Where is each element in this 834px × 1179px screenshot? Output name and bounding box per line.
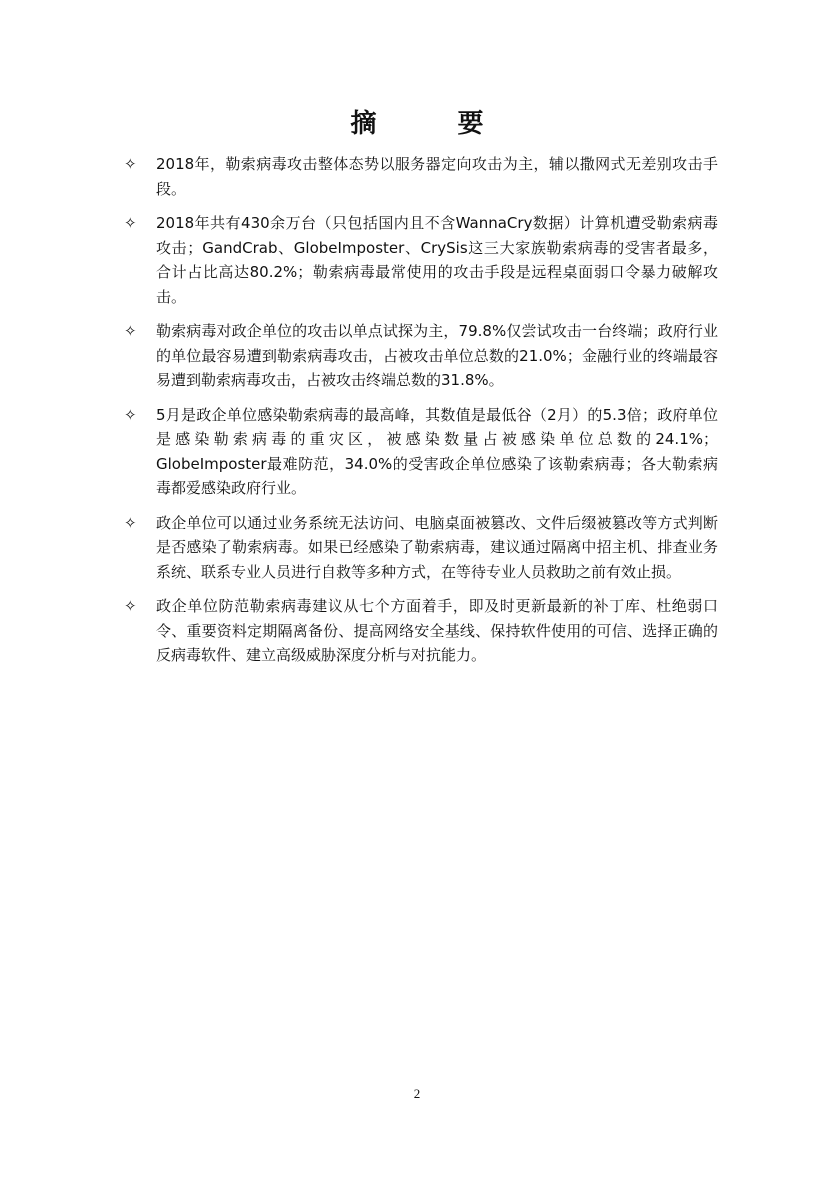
list-item [118, 319, 718, 393]
diamond-bullet-icon: ✧ [124, 597, 137, 615]
list-item [118, 511, 718, 585]
diamond-bullet-icon: ✧ [124, 405, 137, 424]
diamond-bullet-icon: ✧ [124, 155, 137, 173]
list-item-text: 2018年，勒索病毒攻击整体态势以服务器定向攻击为主，辅以撒网式无差别攻击手段。 [156, 155, 718, 198]
list-item-text: 勒索病毒对政企单位的攻击以单点试探为主，79.8%仅尝试攻击一台终端；政府行业的单位最容易遭到勒索病毒攻击，占被攻击单位总数的21.0%；金融行业的终端最容易遭到勒索病毒攻击，占被攻击终端总数的31.8%。 [156, 322, 718, 389]
list-item-text: 5月是政企单位感染勒索病毒的最高峰，其数值是最低谷（2月）的5.3倍；政府单位是感染勒索病毒的重灾区，被感染数量占被感染单位总数的24.1%；GlobeImposter最难防范，34.0%的受害政企单位感染了该勒索病毒；各大勒索病毒都爱感染政府行业。 [156, 405, 718, 497]
page-title: 摘 要 [350, 109, 520, 139]
list-item [118, 403, 718, 501]
list-item-text: 政企单位防范勒索病毒建议从七个方面着手，即及时更新最新的补丁库、杜绝弱口令、重要资料定期隔离备份、提高网络安全基线、保持软件使用的可信、选择正确的反病毒软件、建立高级威胁深度分析与对抗能力。 [156, 597, 718, 664]
diamond-bullet-icon: ✧ [124, 513, 137, 532]
list-item [118, 152, 718, 201]
list-item [118, 594, 718, 668]
diamond-bullet-icon: ✧ [124, 214, 137, 232]
list-item-text: 政企单位可以通过业务系统无法访问、电脑桌面被篡改、文件后缀被篡改等方式判断是否感染了勒索病毒。如果已经感染了勒索病毒，建议通过隔离中招主机、排查业务系统、联系专业人员进行自救等多种方式，在等待专业人员救助之前有效止损。 [156, 513, 718, 581]
summary-list [118, 152, 718, 678]
list-item [118, 211, 718, 309]
page-number: 2 [413, 1086, 421, 1101]
list-item-text: 2018年共有430余万台（只包括国内且不含WannaCry数据）计算机遭受勒索病毒攻击；GandCrab、GlobeImposter、CrySis这三大家族勒索病毒的受害者最多，合计占比高达80.2%；勒索病毒最常使用的攻击手段是远程桌面弱口令暴力破解攻击。 [156, 214, 718, 306]
diamond-bullet-icon: ✧ [124, 322, 137, 340]
